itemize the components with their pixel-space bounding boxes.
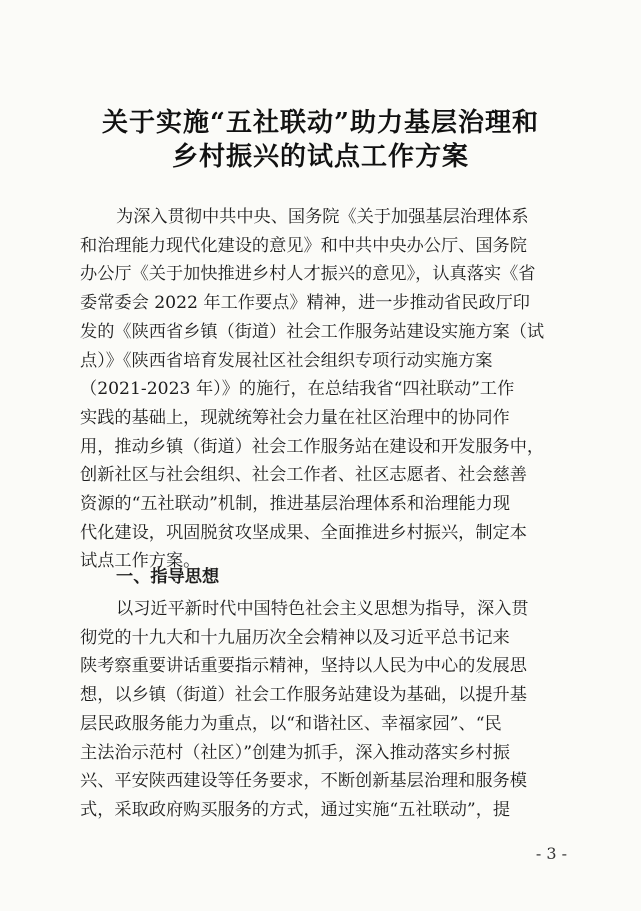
text-line: 陕考察重要讲话重要指示精神，坚持以人民为中心的发展思 [80,656,527,677]
text-line: 代化建设，巩固脱贫攻坚成果、全面推进乡村振兴，制定本 [80,522,527,543]
text-line: 用，推动乡镇（街道）社会工作服务站在建设和开发服务中， [80,436,545,457]
text-line: 委常委会 2022 年工作要点》精神，进一步推动省民政厅印 [80,293,530,314]
text-line: 主法治示范村（社区）”创建为抓手，深入推动落实乡村振 [80,742,510,763]
text-line: 式，采取政府购买服务的方式，通过实施“五社联动”，提 [80,799,511,820]
text-line: 创新社区与社会组织、社会工作者、社区志愿者、社会慈善 [80,465,527,486]
text-line: 试点工作方案。 [80,551,201,572]
text-line: 发的《陕西省乡镇（街道）社会工作服务站建设实施方案（试 [80,321,545,342]
section-heading-guiding-ideology: 一、指导思想 [116,567,220,587]
document-title-line-1: 关于实施“五社联动”助力基层治理和 [102,108,539,138]
text-line: 办公厅《关于加快推进乡村人才振兴的意见》，认真落实《省 [80,264,536,285]
text-line: 点）》《陕西省培育发展社区社会组织专项行动实施方案 [80,350,493,371]
text-line: 实践的基础上，现就统筹社会力量在社区治理中的协同作 [80,407,510,428]
text-line: （2021-2023 年）》的施行，在总结我省“四社联动”工作 [80,379,515,400]
text-line: 资源的“五社联动”机制，推进基层治理体系和治理能力现 [80,494,511,514]
page-number: - 3 - [535,844,567,863]
text-line: 兴、平安陕西建设等任务要求，不断创新基层治理和服务模 [80,771,527,792]
text-line: 以习近平新时代中国特色社会主义思想为指导，深入贯 [116,599,529,619]
text-line: 和治理能力现代化建设的意见》和中共中央办公厅、国务院 [80,235,527,256]
text-line: 为深入贯彻中共中央、国务院《关于加强基层治理体系 [116,207,529,227]
text-line: 层民政服务能力为重点，以“和谐社区、幸福家园”、“民 [80,713,502,734]
document-title-line-2: 乡村振兴的试点工作方案 [171,142,469,172]
text-line: 彻党的十九大和十九届历次全会精神以及习近平总书记来 [80,627,510,648]
text-line: 想，以乡镇（街道）社会工作服务站建设为基础，以提升基 [80,685,527,706]
